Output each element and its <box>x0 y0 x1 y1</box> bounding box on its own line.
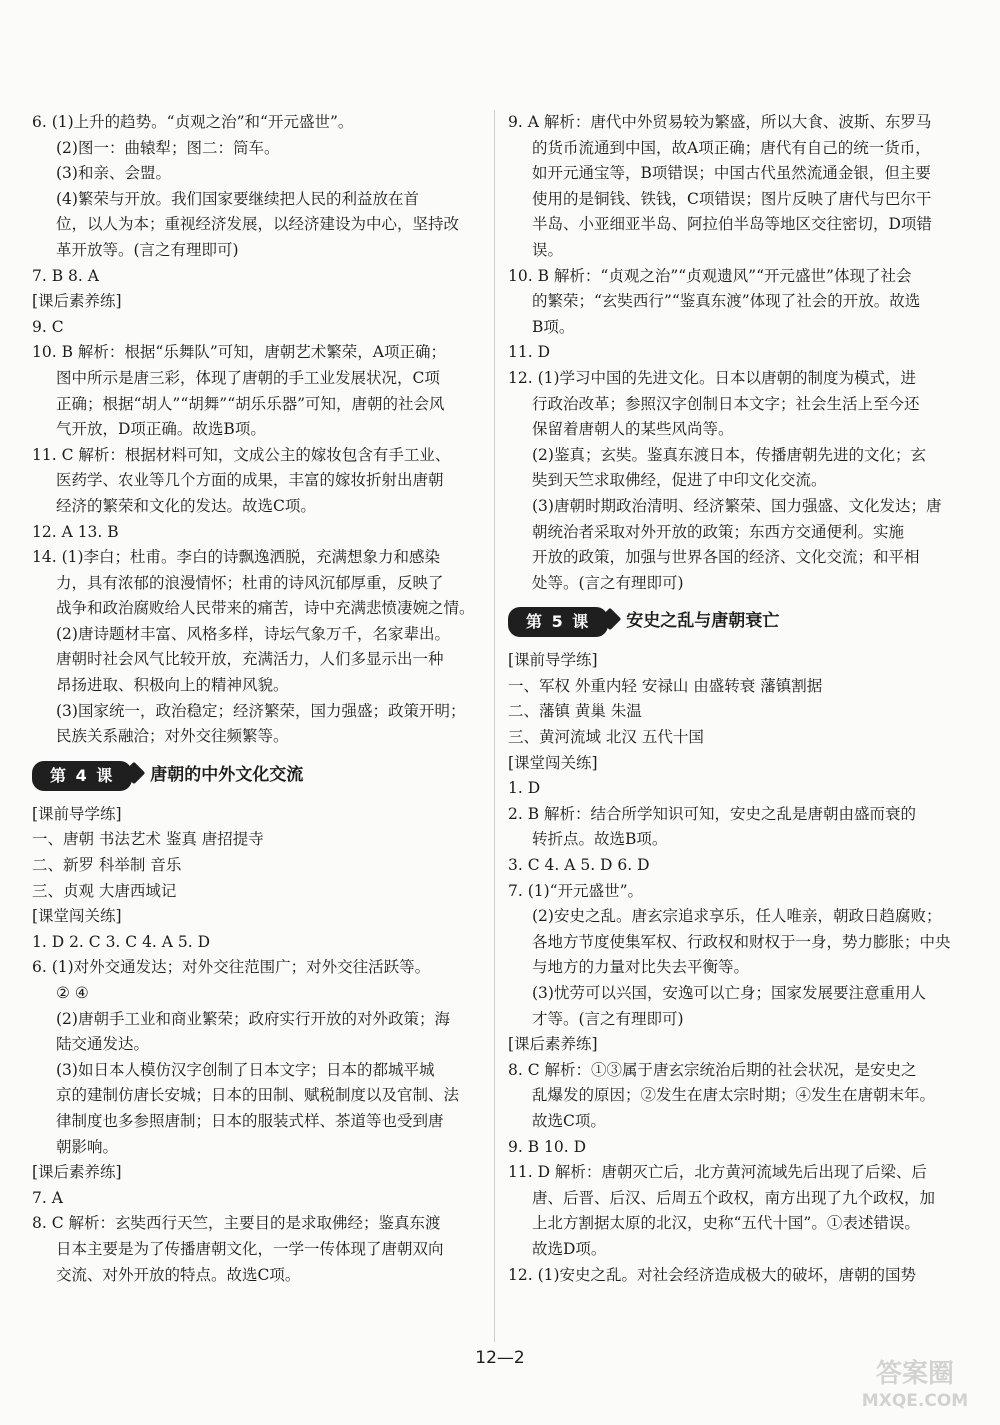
column-divider <box>494 110 495 1342</box>
lesson-5-heading <box>508 602 970 642</box>
lesson-4-heading <box>32 756 480 796</box>
answer-line: 10. B 解析：“贞观之治”“贞观遗风”“开元盛世”体现了社会 <box>508 266 912 285</box>
answer-line: 战争和政治腐败给人民带来的痛苦，诗中充满悲愤凄婉之情。 <box>56 599 475 618</box>
answer-line: (2)唐诗题材丰富、风格多样，诗坛气象万千，名家辈出。 <box>56 624 450 643</box>
answer-line: 7. (1)“开元盛世”。 <box>508 881 644 900</box>
answer-line: 各地方节度使集军权、行政权和财权于一身，势力膨胀；中央 <box>532 932 951 951</box>
answer-line: 11. D <box>508 343 551 362</box>
answer-line: (3)忧劳可以兴国，安逸可以亡身；国家发展要注意重用人 <box>532 984 926 1002</box>
answer-line: B项。 <box>532 317 575 336</box>
answer-line: (2)安史之乱。唐玄宗追求享乐，任人唯亲，朝政日趋腐败； <box>532 907 942 926</box>
answer-line: (2)鉴真；玄奘。鉴真东渡日本，传播唐朝先进的文化；玄 <box>532 445 926 464</box>
answer-line: 三、黄河流域 北汉 五代十国 <box>508 728 704 747</box>
answer-line: 7. A <box>32 1188 63 1207</box>
answer-line: 处等。(言之有理即可) <box>532 573 684 592</box>
answer-line: 昂扬进取、积极向上的精神风貌。 <box>56 676 289 695</box>
answer-line: [课堂闯关练] <box>32 907 122 926</box>
answer-line: 乱爆发的原因；②发生在唐太宗时期；④发生在唐朝末年。 <box>532 1086 936 1105</box>
answer-line: 7. B 8. A <box>32 266 99 285</box>
answer-line: (2)唐朝手工业和商业繁荣；政府实行开放的对外政策；海 <box>56 1009 450 1028</box>
answer-line: 故选C项。 <box>532 1111 606 1130</box>
answer-line: (4)繁荣与开放。我们国家要继续把人民的利益放在首 <box>56 189 419 208</box>
answer-line: (3)如日本人模仿汉字创制了日本文字；日本的都城平城 <box>56 1060 435 1079</box>
answer-line: [课后素养练] <box>508 1035 598 1054</box>
answer-line: 1. D <box>508 779 541 798</box>
answer-line: 半岛、小亚细亚半岛、阿拉伯半岛等地区交往密切，D项错 <box>532 215 932 234</box>
answer-line: 朝影响。 <box>56 1137 119 1156</box>
answer-line: [课堂闯关练] <box>508 753 598 772</box>
answer-line: (3)唐朝时期政治清明、经济繁荣、国力强盛、文化发达；唐 <box>532 496 942 515</box>
answer-line: 如开元通宝等，B项错误；中国古代虽然流通金银，但主要 <box>532 164 931 183</box>
lesson-badge: 第 5 课 <box>508 607 608 637</box>
answer-line: 与地方的力量对比失去平衡等。 <box>532 958 750 977</box>
answer-line: 力，具有浓郁的浪漫情怀；杜甫的诗风沉郁厚重，反映了 <box>56 573 444 592</box>
answer-line: 9. A 解析：唐代中外贸易较为繁盛，所以大食、波斯、东罗马 <box>508 113 932 131</box>
answer-line: [课后素养练] <box>32 1163 122 1182</box>
left-answers-part2 <box>32 802 480 1288</box>
answer-line: 的繁荣；“玄奘西行”“鉴真东渡”体现了社会的开放。故选 <box>532 292 921 311</box>
right-answers-part1 <box>508 110 970 596</box>
answer-line: 的货币流通到中国，故A项正确；唐代有自己的统一货币， <box>532 138 931 157</box>
answer-line: 朝统治者采取对外开放的政策；东西方交通便利。实施 <box>532 522 905 541</box>
watermark-logo <box>840 1352 990 1414</box>
answer-line: 12. (1)学习中国的先进文化。日本以唐朝的制度为模式，进 <box>508 368 917 387</box>
answer-line: 14. (1)李白；杜甫。李白的诗飘逸洒脱，充满想象力和感染 <box>32 548 441 567</box>
answer-line: 故选D项。 <box>532 1239 607 1258</box>
answer-line: 唐朝时社会风气比较开放，充满活力，人们多显示出一种 <box>56 650 444 669</box>
answer-line: 正确；根据“胡人”“胡舞”“胡乐乐器”可知，唐朝的社会风 <box>56 394 445 413</box>
answer-line: 二、藩镇 黄巢 朱温 <box>508 702 642 721</box>
lesson-title: 安史之乱与唐朝衰亡 <box>626 611 780 632</box>
page-number: 12—2 <box>475 1348 525 1368</box>
answer-line: 位，以人为本；重视经济发展，以经济建设为中心，坚持改 <box>56 215 460 234</box>
answer-line: 1. D 2. C 3. C 4. A 5. D <box>32 932 211 951</box>
right-column <box>508 110 970 1288</box>
answer-line: 行政治改革；参照汉字创制日本文字；社会生活上至今还 <box>532 394 920 413</box>
answer-line: 转折点。故选B项。 <box>532 830 668 849</box>
answer-line: 日本主要是为了传播唐朝文化，一学一传体现了唐朝双向 <box>56 1239 444 1258</box>
watermark-text: 答案圈 <box>875 1359 955 1389</box>
answer-line: [课前导学练] <box>508 651 598 670</box>
answer-line: 图中所示是唐三彩，体现了唐朝的手工业发展状况，C项 <box>56 368 440 387</box>
answer-line: 陆交通发达。 <box>56 1035 150 1054</box>
answer-line: 9. C <box>32 317 64 336</box>
answer-line: 二、新罗 科举制 音乐 <box>32 856 182 875</box>
answer-line: [课前导学练] <box>32 804 122 823</box>
answer-line: 交流、对外开放的特点。故选C项。 <box>56 1265 301 1284</box>
lesson-badge: 第 4 课 <box>32 761 132 791</box>
answer-line: 使用的是铜钱、铁钱，C项错误；图片反映了唐代与巴尔干 <box>532 189 932 208</box>
answer-line: 6. (1)对外交通发达；对外交往范围广；对外交往活跃等。 <box>32 958 431 977</box>
answer-line: 2. B 解析：结合所学知识可知，安史之乱是唐朝由盛而衰的 <box>508 804 917 823</box>
answer-line: 唐、后晋、后汉、后周五个政权，南方出现了九个政权，加 <box>532 1188 936 1207</box>
answer-line: 气开放，D项正确。故选B项。 <box>56 420 266 439</box>
answer-line: 律制度也多参照唐制；日本的服装式样、茶道等也受到唐 <box>56 1111 444 1130</box>
answer-line: [课后素养练] <box>32 292 122 311</box>
answer-line: 11. D 解析：唐朝灭亡后，北方黄河流域先后出现了后梁、后 <box>508 1163 927 1182</box>
answer-line: 3. C 4. A 5. D 6. D <box>508 856 650 875</box>
answer-line: 一、唐朝 书法艺术 鉴真 唐招提寺 <box>32 830 264 849</box>
watermark-sub: MXQE.COM <box>861 1391 969 1411</box>
answer-line: ② ④ <box>56 984 89 1002</box>
answer-line: 8. C 解析：①③属于唐玄宗统治后期的社会状况，是安史之 <box>508 1060 917 1079</box>
right-answers-part2 <box>508 648 970 1288</box>
answer-line: 保留着唐朝人的某些风尚等。 <box>532 420 734 439</box>
answer-line: 开放的政策，加强与世界各国的经济、文化交流；和平相 <box>532 548 920 567</box>
answer-line: 8. C 解析：玄奘西行天竺，主要目的是求取佛经；鉴真东渡 <box>32 1214 441 1233</box>
answer-line: 12. (1)安史之乱。对社会经济造成极大的破坏，唐朝的国势 <box>508 1265 917 1284</box>
answer-line: 奘到天竺求取佛经，促进了中印文化交流。 <box>532 471 827 490</box>
answer-line: 12. A 13. B <box>32 522 119 541</box>
answer-line: 民族关系融洽；对外交往频繁等。 <box>56 727 289 746</box>
left-answers-part1 <box>32 110 480 750</box>
answer-line: 医药学、农业等几个方面的成果，丰富的嫁妆折射出唐朝 <box>56 471 444 490</box>
answer-line: 上北方割据太原的北汉，史称“五代十国”。①表述错误。 <box>532 1214 920 1233</box>
answer-line: 革开放等。(言之有理即可) <box>56 240 239 259</box>
answer-line: 6. (1)上升的趋势。“贞观之治”和“开元盛世”。 <box>32 113 354 131</box>
answer-line: 三、贞观 大唐西域记 <box>32 881 177 900</box>
answer-line: 一、军权 外重内轻 安禄山 由盛转衰 藩镇割据 <box>508 676 823 695</box>
answer-line: 9. B 10. D <box>508 1137 587 1156</box>
left-column <box>32 110 480 1288</box>
answer-line: 误。 <box>532 240 564 259</box>
answer-line: (3)和亲、会盟。 <box>56 164 171 183</box>
answer-line: 10. B 解析：根据“乐舞队”可知，唐朝艺术繁荣，A项正确； <box>32 343 446 362</box>
answer-line: 经济的繁荣和文化的发达。故选C项。 <box>56 496 316 515</box>
answer-line: (3)国家统一，政治稳定；经济繁荣，国力强盛；政策开明； <box>56 701 466 720</box>
answer-line: 京的建制仿唐长安城；日本的田制、赋税制度以及官制、法 <box>56 1086 460 1105</box>
answer-line: 11. C 解析：根据材料可知，文成公主的嫁妆包含有手工业、 <box>32 445 451 464</box>
answer-line: 才等。(言之有理即可) <box>532 1009 684 1028</box>
answer-line: (2)图一：曲辕犁；图二：筒车。 <box>56 138 280 157</box>
lesson-title: 唐朝的中外文化交流 <box>150 765 304 786</box>
